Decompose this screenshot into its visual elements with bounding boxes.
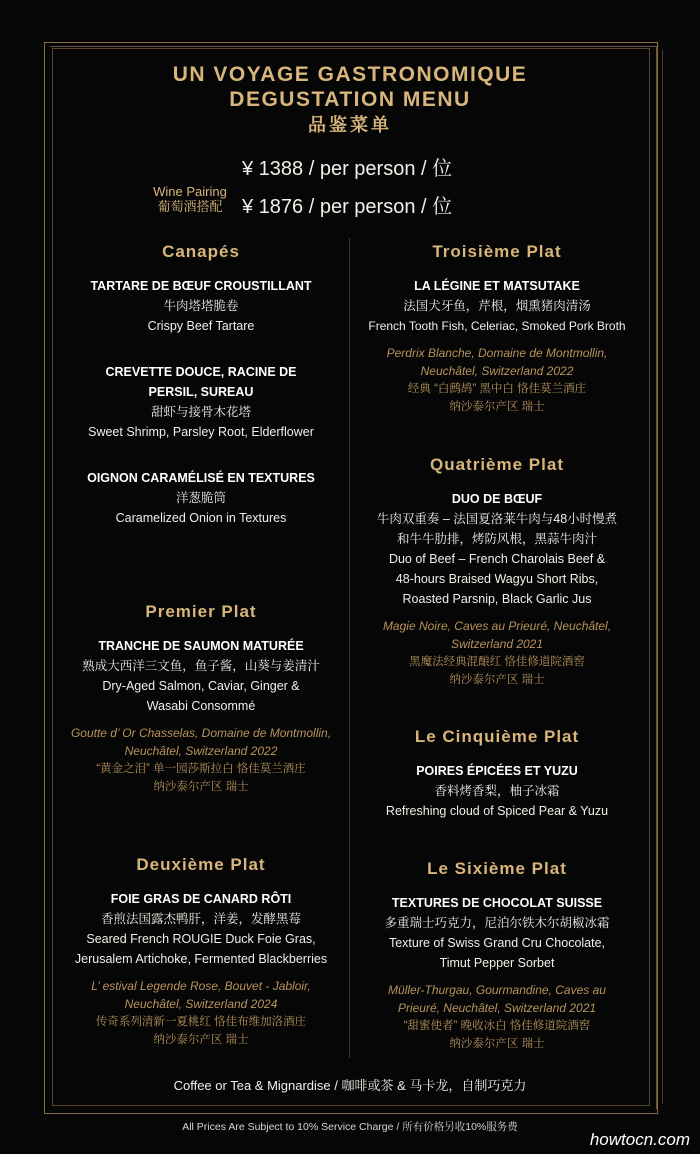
dish-name-fr: DUO DE BŒUF	[451, 492, 543, 506]
wine-name-cn: “甜蜜使者” 晚收冰白 恪佳修道院酒窖	[403, 1020, 591, 1032]
wine-pairing	[56, 724, 346, 760]
dish-name-cn: 甜虾与接骨木花塔	[150, 405, 251, 419]
dish-name-fr: CREVETTE DOUCE, RACINE DE	[105, 365, 297, 379]
wine-region-cn: 纳沙泰尔产区 瑞士	[449, 1038, 545, 1050]
section-cinquieme-plat	[352, 727, 642, 821]
section-title-troisieme: Troisième Plat	[432, 242, 562, 261]
wine-pairing-price: ¥ 1876 / per person / 位	[242, 196, 453, 218]
dish-name-en: Dry-Aged Salmon, Caviar, Ginger &	[102, 679, 300, 693]
wine-pairing	[56, 977, 346, 1013]
dish-name-en-line3: Roasted Parsnip, Black Garlic Jus	[402, 592, 592, 606]
wine-region: Neuchâtel, Switzerland 2022	[420, 364, 574, 378]
wine-name-cn: 经典 “白鹧鸪” 黑中白 恪佳莫兰酒庄	[407, 383, 587, 395]
dish-name-cn-line2: 和牛牛肋排，烤防风根，黑蒜牛肉汁	[396, 532, 597, 546]
dish-name-cn: 法国犬牙鱼，芹根，烟熏猪肉清汤	[403, 299, 591, 313]
wine-pairing-label-en: Wine Pairing	[153, 184, 227, 199]
wine-name: Müller-Thurgau, Gourmandine, Caves au	[388, 983, 606, 997]
wine-pairing	[352, 344, 642, 380]
dish-item	[56, 276, 346, 336]
dish-name-fr: TARTARE DE BŒUF CROUSTILLANT	[90, 279, 312, 293]
menu-title-line1: UN VOYAGE GASTRONOMIQUE	[172, 63, 528, 86]
section-title-canapes: Canapés	[162, 242, 240, 261]
dish-name-fr: LA LÉGINE ET MATSUTAKE	[414, 279, 580, 293]
section-title-quatrieme: Quatrième Plat	[430, 455, 564, 474]
section-deuxieme-plat	[56, 855, 346, 1049]
wine-region-cn: 纳沙泰尔产区 瑞士	[449, 674, 545, 686]
wine-pairing-label	[144, 184, 236, 214]
section-quatrieme-plat	[352, 455, 642, 689]
wine-name: Perdrix Blanche, Domaine de Montmollin,	[386, 346, 608, 360]
column-divider	[349, 238, 350, 1058]
wine-region: Prieuré, Neuchâtel, Switzerland 2021	[397, 1001, 597, 1015]
wine-name: Goutte d’ Or Chasselas, Domaine de Montmollin,	[70, 726, 332, 740]
dish-name-en: Duo of Beef – French Charolais Beef &	[388, 552, 606, 566]
dish-item	[56, 468, 346, 528]
dish-name-en: Caramelized Onion in Textures	[115, 511, 287, 525]
dish-name-fr: TEXTURES DE CHOCOLAT SUISSE	[391, 896, 603, 910]
dish-name-fr: OIGNON CARAMÉLISÉ EN TEXTURES	[87, 471, 315, 485]
service-charge-note: All Prices Are Subject to 10% Service Charge / 所有价格另收10%服务费	[182, 1121, 518, 1133]
wine-region-cn: 纳沙泰尔产区 瑞士	[153, 781, 249, 793]
dish-name-fr: FOIE GRAS DE CANARD RÔTI	[110, 892, 292, 906]
wine-pairing	[352, 617, 642, 653]
dish-name-cn: 牛肉双重奏 – 法国夏洛莱牛肉与48小时慢煮	[376, 512, 618, 526]
dish-name-fr: POIRES ÉPICÉES ET YUZU	[416, 764, 578, 778]
dish-name-en-line2: 48-hours Braised Wagyu Short Ribs,	[395, 572, 599, 586]
menu-header	[0, 62, 700, 138]
wine-name-cn: “黄金之泪” 单一园莎斯拉白 恪佳莫兰酒庄	[96, 763, 306, 775]
dish-name-cn: 洋葱脆筒	[175, 491, 226, 505]
dish-name-cn: 熟成大西洋三文鱼，鱼子酱，山葵与姜清汁	[82, 659, 320, 673]
price-per-person: ¥ 1388 / per person / 位	[242, 158, 453, 180]
wine-region-cn: 纳沙泰尔产区 瑞士	[153, 1034, 249, 1046]
dish-name-fr: TRANCHE DE SAUMON MATURÉE	[98, 639, 304, 653]
dish-name-en: Sweet Shrimp, Parsley Root, Elderflower	[88, 425, 314, 439]
wine-name-cn: 黑魔法经典混酿红 恪佳修道院酒窖	[409, 656, 585, 668]
dish-name-fr-line2: PERSIL, SUREAU	[148, 385, 254, 399]
wine-region: Neuchâtel, Switzerland 2022	[124, 744, 278, 758]
dish-item	[56, 362, 346, 442]
dish-name-en: Crispy Beef Tartare	[147, 319, 255, 333]
menu-title-line2: DEGUSTATION MENU	[229, 88, 471, 111]
section-title-sixieme: Le Sixième Plat	[427, 859, 567, 878]
coffee-mignardise: Coffee or Tea & Mignardise / 咖啡或茶 & 马卡龙，自制巧克力	[173, 1078, 527, 1093]
dish-name-cn: 多重瑞士巧克力，尼泊尔铁木尔胡椒冰霜	[384, 916, 610, 930]
section-title-premier: Premier Plat	[145, 602, 257, 621]
dish-name-en-line2: Timut Pepper Sorbet	[439, 956, 555, 970]
dish-name-en: Texture of Swiss Grand Cru Chocolate,	[388, 936, 606, 950]
dish-name-cn: 牛肉塔塔脆卷	[163, 299, 239, 313]
wine-pairing-label-cn: 葡萄酒搭配	[157, 199, 223, 214]
dish-name-cn: 香料烤香梨，柚子冰霜	[434, 784, 560, 798]
section-premier-plat	[56, 602, 346, 796]
wine-region-cn: 纳沙泰尔产区 瑞士	[449, 401, 545, 413]
dish-name-en: Refreshing cloud of Spiced Pear & Yuzu	[385, 804, 609, 818]
wine-name-cn: 传奇系列清新一夏桃红 恪佳布维加洛酒庄	[95, 1016, 307, 1028]
dish-name-en: French Tooth Fish, Celeriac, Smoked Pork Broth	[368, 319, 626, 333]
section-title-cinquieme: Le Cinquième Plat	[414, 727, 580, 746]
watermark: howtocn.com	[589, 1130, 690, 1149]
wine-region: Switzerland 2021	[450, 637, 544, 651]
section-sixieme-plat	[352, 859, 642, 1053]
menu-title-cn: 品鉴菜单	[308, 115, 392, 135]
dish-name-en-line2: Wasabi Consommé	[146, 699, 256, 713]
dish-name-en-line2: Jerusalem Artichoke, Fermented Blackberries	[74, 952, 328, 966]
wine-name: L’ estival Legende Rose, Bouvet - Jabloir,	[91, 979, 311, 993]
wine-pairing	[352, 981, 642, 1017]
section-canapes	[56, 242, 346, 528]
section-title-deuxieme: Deuxième Plat	[136, 855, 266, 874]
dish-name-cn: 香煎法国露杰鸭肝，洋姜，发酵黑莓	[100, 912, 301, 926]
section-troisieme-plat	[352, 242, 642, 416]
wine-name: Magie Noire, Caves au Prieuré, Neuchâtel,	[382, 619, 612, 633]
dish-name-en: Seared French ROUGIE Duck Foie Gras,	[86, 932, 316, 946]
wine-region: Neuchâtel, Switzerland 2024	[124, 997, 278, 1011]
